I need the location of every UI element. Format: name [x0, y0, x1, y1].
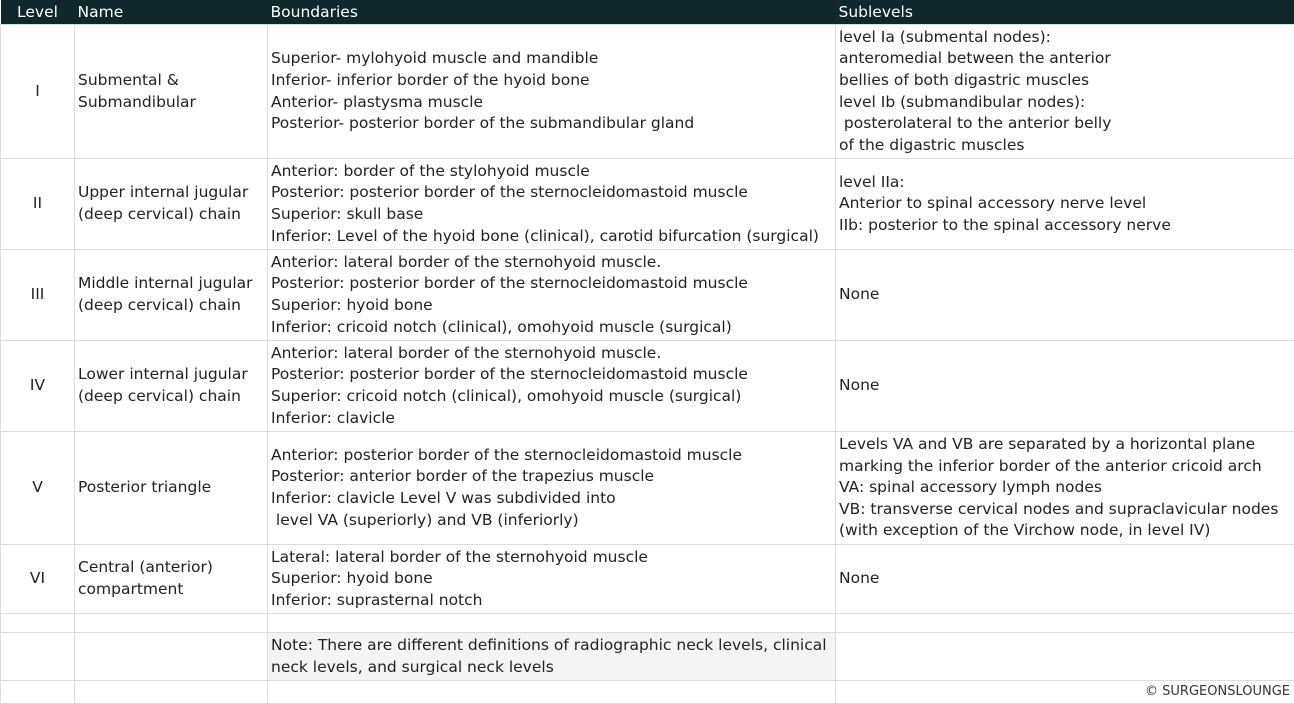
boundary-line: Inferior: Level of the hyoid bone (clinical), carotid bifurcation (surgical): [271, 226, 819, 245]
name-line: (deep cervical) chain: [78, 205, 241, 223]
boundary-line: Superior: skull base: [271, 205, 424, 223]
level-cell: III: [1, 250, 75, 341]
boundaries-cell: [268, 250, 836, 341]
sublevel-line: VA: spinal accessory lymph nodes: [839, 478, 1102, 497]
table-row: [1, 159, 1294, 250]
sublevel-line: marking the inferior border of the anterior cricoid arch: [839, 456, 1262, 475]
sublevel-line: None: [839, 376, 880, 395]
boundaries-cell: [268, 25, 836, 159]
boundary-line: Anterior: posterior border of the sternocleidomastoid muscle: [271, 445, 743, 464]
level-cell: V: [1, 432, 75, 545]
sublevel-line: Levels VA and VB are separated by a horizontal plane: [839, 435, 1256, 454]
boundary-line: Posterior- posterior border of the submandibular gland: [271, 114, 695, 133]
sublevel-line: posterolateral to the anterior belly: [839, 114, 1112, 133]
boundary-line: Posterior: posterior border of the sternocleidomastoid muscle: [271, 183, 748, 202]
empty-cell: [75, 614, 268, 633]
empty-cell: [268, 614, 836, 633]
footer-row: [1, 681, 1294, 704]
header-sublevels: Sublevels: [836, 0, 1294, 25]
sublevels-cell: [836, 159, 1294, 250]
boundary-line: Posterior: posterior border of the sternocleidomastoid muscle: [271, 274, 748, 293]
header-row: [1, 0, 1294, 25]
name-line: Lower internal jugular: [78, 365, 248, 384]
table-row: [1, 25, 1294, 159]
header-level: Level: [1, 0, 75, 25]
spacer-row: [1, 614, 1294, 633]
name-cell: [75, 25, 268, 159]
boundaries-cell: [268, 341, 836, 432]
boundary-line: Inferior: cricoid notch (clinical), omohyoid muscle (surgical): [271, 317, 732, 336]
note-cell: Note: There are different definitions of radiographic neck levels, clinical neck levels, and surgical neck levels: [268, 633, 836, 681]
header-boundaries: Boundaries: [268, 0, 836, 25]
name-line: Upper internal jugular: [78, 183, 249, 202]
sublevels-cell: [836, 545, 1294, 614]
empty-cell: [1, 614, 75, 633]
name-line: Middle internal jugular: [78, 274, 253, 293]
name-cell: [75, 545, 268, 614]
boundary-line: Lateral: lateral border of the sternohyoid muscle: [271, 547, 648, 566]
sublevels-cell: [836, 25, 1294, 159]
empty-cell: [1, 633, 75, 681]
sublevels-cell: [836, 341, 1294, 432]
boundary-line: Inferior- inferior border of the hyoid bone: [271, 70, 590, 89]
boundary-line: Posterior: anterior border of the trapezius muscle: [271, 467, 655, 486]
name-line: Central (anterior): [78, 558, 213, 577]
sublevel-line: level Ib (submandibular nodes):: [839, 92, 1086, 111]
note-row: [1, 633, 1294, 681]
empty-cell: [75, 681, 268, 704]
sublevel-line: level IIa:: [839, 172, 905, 191]
boundary-line: level VA (superiorly) and VB (inferiorly): [271, 510, 579, 529]
level-cell: II: [1, 159, 75, 250]
empty-cell: [836, 633, 1294, 681]
name-line: Posterior triangle: [78, 478, 212, 497]
boundary-line: Anterior: lateral border of the sternohyoid muscle.: [271, 343, 662, 362]
empty-cell: [75, 633, 268, 681]
boundary-line: Superior: hyoid bone: [271, 296, 433, 314]
table-row: [1, 341, 1294, 432]
name-cell: [75, 341, 268, 432]
boundaries-cell: [268, 545, 836, 614]
name-line: (deep cervical) chain: [78, 296, 241, 314]
boundary-line: Superior: hyoid bone: [271, 569, 433, 588]
sublevel-line: anteromedial between the anterior: [839, 49, 1111, 68]
name-line: (deep cervical) chain: [78, 387, 241, 405]
table-row: [1, 545, 1294, 614]
boundary-line: Inferior: suprasternal notch: [271, 590, 483, 609]
name-line: Submental &: [78, 70, 179, 89]
sublevel-line: VB: transverse cervical nodes and supraclavicular nodes: [839, 499, 1279, 518]
sublevels-cell: [836, 432, 1294, 545]
empty-cell: [268, 681, 836, 704]
name-line: Submandibular: [78, 92, 196, 111]
boundary-line: Superior: cricoid notch (clinical), omohyoid muscle (surgical): [271, 387, 742, 405]
sublevels-cell: [836, 250, 1294, 341]
sublevel-line: Anterior to spinal accessory nerve level: [839, 194, 1147, 213]
boundary-line: Anterior: lateral border of the sternohyoid muscle.: [271, 252, 662, 271]
name-cell: [75, 432, 268, 545]
name-cell: [75, 159, 268, 250]
boundary-line: Inferior: clavicle Level V was subdivided into: [271, 489, 616, 507]
level-cell: IV: [1, 341, 75, 432]
empty-cell: [836, 614, 1294, 633]
sublevel-line: IIb: posterior to the spinal accessory nerve: [839, 215, 1171, 234]
sublevel-line: None: [839, 285, 880, 304]
boundaries-cell: [268, 432, 836, 545]
sublevel-line: (with exception of the Virchow node, in level IV): [839, 521, 1211, 540]
header-name: Name: [75, 0, 268, 25]
boundary-line: Inferior: clavicle: [271, 408, 395, 427]
sublevel-line: level Ia (submental nodes):: [839, 27, 1051, 46]
sublevel-line: of the digastric muscles: [839, 135, 1025, 154]
boundaries-cell: [268, 159, 836, 250]
boundary-line: Anterior: border of the stylohyoid muscle: [271, 161, 590, 180]
sublevel-line: None: [839, 569, 880, 588]
boundary-line: Posterior: posterior border of the sternocleidomastoid muscle: [271, 365, 748, 384]
level-cell: VI: [1, 545, 75, 614]
table-row: [1, 250, 1294, 341]
empty-cell: [1, 681, 75, 704]
name-cell: [75, 250, 268, 341]
table-row: [1, 432, 1294, 545]
copyright-text: © SURGEONSLOUNGE: [836, 681, 1294, 704]
sublevel-line: bellies of both digastric muscles: [839, 70, 1090, 89]
name-line: compartment: [78, 580, 184, 598]
boundary-line: Anterior- plastysma muscle: [271, 92, 484, 111]
level-cell: I: [1, 25, 75, 159]
boundary-line: Superior- mylohyoid muscle and mandible: [271, 49, 599, 68]
